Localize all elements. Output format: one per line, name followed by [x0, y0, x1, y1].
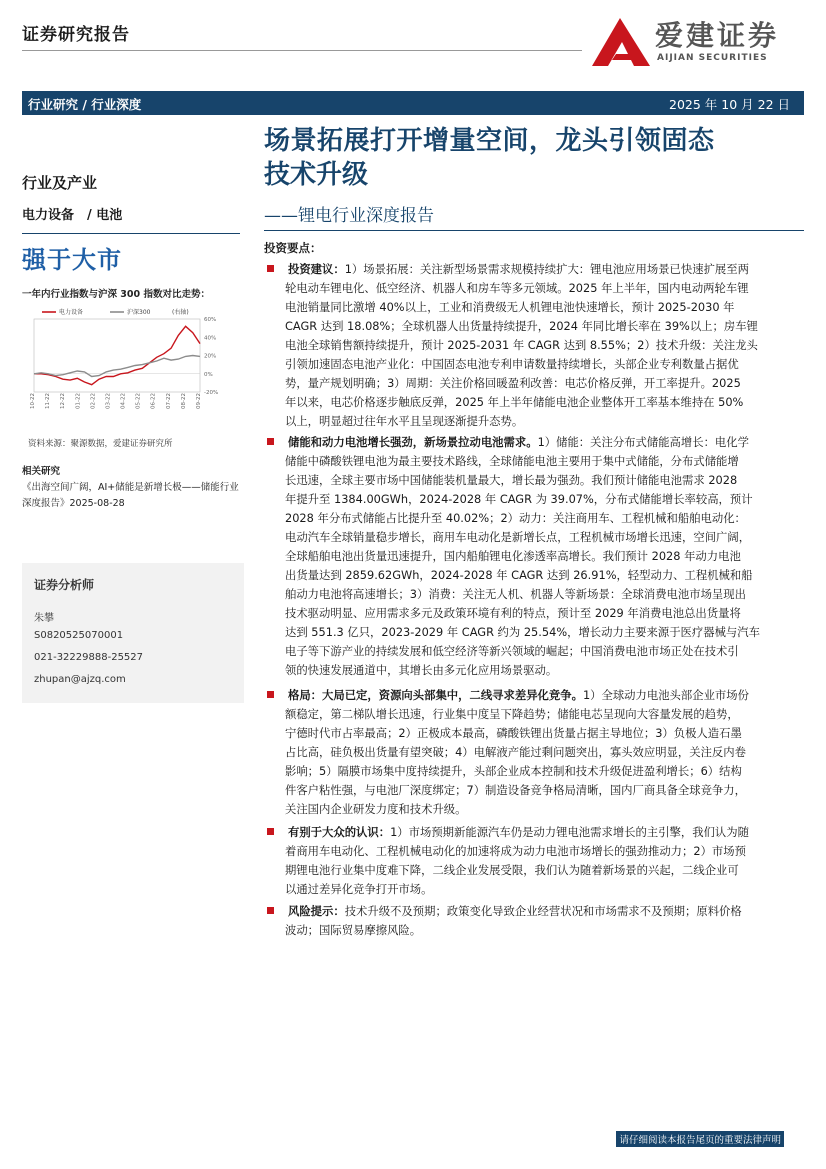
legal-disclaimer-notice: 请仔细阅读本报告尾页的重要法律声明 [616, 1131, 784, 1147]
chart-series-line-0 [34, 326, 200, 384]
body-text-line [264, 298, 802, 317]
bullet-text: 1）场景拓展：关注新型场景需求规模持续扩大：锂电池应用场景已快速扩展至两 [344, 262, 749, 276]
legend-label-csi300: 沪深300 [127, 309, 151, 316]
bullet-text: 以上，明显超过往年水平且呈现逐渐提升态势。 [285, 414, 524, 428]
bullet-text: 件客户粘性强，与电池厂深度绑定；7）制造设备竞争格局清晰，国内厂商具备全球竞争力， [285, 783, 746, 797]
logo-chinese-name: 爱建证券 [655, 19, 780, 52]
body-text-line [264, 642, 802, 661]
bullet-block-differentiated-view [264, 823, 802, 899]
body-text-line [264, 800, 802, 819]
body-text-line [264, 412, 802, 431]
report-category: 行业研究 / 行业深度 [28, 97, 142, 112]
chart-x-tick-label: 06-22 [150, 393, 157, 409]
chart-y-tick-label: 40% [204, 335, 217, 342]
bullet-heading: 储能和动力电池增长强劲，新场景拉动电池需求。 [288, 435, 538, 449]
body-text-line [264, 528, 802, 547]
bullet-text: 出货量达到 2859.62GWh，2024-2028 年 CAGR 达到 26.91%，轻型动力、工程机械和船 [285, 568, 753, 582]
bullet-text: 技术驱动明显、应用需求多元及政策环境有利的特点，预计至 2029 年消费电池总出货量将 [285, 606, 741, 620]
legend-label-right-axis: (右轴) [172, 309, 189, 316]
chart-y-tick-label: 60% [204, 317, 217, 323]
body-text-line [264, 509, 802, 528]
bullet-text: 占比高，硅负极出货量有望突破；4）电解液产能过剩问题突出，寡头效应明显，关注反内卷 [285, 745, 746, 759]
industry-subcategory: 电力设备 / 电池 [22, 208, 123, 223]
analyst-license-id: S0820525070001 [34, 630, 124, 641]
investment-rating: 强于大市 [22, 246, 122, 274]
body-text-line [264, 861, 802, 880]
body-text-line [264, 623, 802, 642]
analyst-heading: 证券分析师 [34, 578, 95, 592]
report-type-label: 证券研究报告 [22, 25, 130, 45]
bullet-text: 1）储能：关注分布式储能高增长：电化学 [537, 435, 749, 449]
bullet-heading: 投资建议： [288, 262, 345, 276]
bullet-text: 年提升至 1384.00GWh，2024-2028 年 CAGR 为 39.07%，分布式储能增长率较高，预计 [285, 492, 753, 506]
chart-title: 一年内行业指数与沪深 300 指数对比走势： [22, 289, 210, 300]
chart-y-tick-label: 20% [204, 353, 217, 360]
bullet-text: 年以来，电芯价格逐步触底反弹，2025 年上半年储能电池企业整体开工率基本维持在 50% [285, 395, 744, 409]
bullet-text: 电子等下游产业的持续发展和低空经济等新兴领域的崛起；中国消费电池市场正处在技术引 [285, 644, 739, 658]
body-text-line [264, 490, 802, 509]
bullet-text: 技术升级不及预期；政策变化导致企业经营状况和市场需求不及预期；原料价格 [344, 904, 742, 918]
body-text-line [264, 393, 802, 412]
body-text-line [264, 902, 802, 921]
bullet-text: 长迅速，全球主要市场中国储能装机量最大，增长最为强劲。我们预计储能电池需求 2028 [285, 473, 738, 487]
body-text-line [264, 743, 802, 762]
bullet-heading: 格局：大局已定，资源向头部集中，二线寻求差异化竞争。 [288, 688, 583, 702]
rating-divider [22, 233, 240, 234]
bullet-text: CAGR 达到 18.08%；全球机器人出货量持续提升，2024 年同比增长率在 39%以上；房车锂 [285, 319, 758, 333]
bullet-text: 舶动力电池将高速增长；3）消费：关注无人机、机器人等新场景：全球消费电池市场呈现出 [285, 587, 746, 601]
bullet-block-investment-advice [264, 260, 802, 431]
chart-series-line-1 [34, 356, 200, 377]
report-date: 2025 年 10 月 22 日 [669, 97, 790, 112]
bullet-text: 引领加速固态电池产业化：中国固态电池专利申请数量持续增长，头部企业专利数量占据优 [285, 357, 739, 371]
bullet-text: 电池全球销售额持续提升，预计 2025-2031 年 CAGR 达到 8.55%；2）技术升级：关注龙头 [285, 338, 758, 352]
chart-x-tick-label: 04-22 [120, 393, 127, 409]
report-subtitle: ——锂电行业深度报告 [264, 206, 434, 226]
bullet-text: 全球船舶电池出货量迅速提升，国内船舶锂电化渗透率高增长。我们预计 2028 年动力电池 [285, 549, 741, 563]
body-text-line [264, 604, 802, 623]
bullet-text: 关注国内企业研发力度和技术升级。 [285, 802, 467, 816]
body-text-line [264, 471, 802, 490]
chart-series [34, 326, 200, 384]
bullet-text: 电池销量同比激增 40%以上，工业和消费级无人机锂电池快速增长，预计 2025-2030 年 [285, 300, 735, 314]
bullet-text: 轮电动车锂电化、低空经济、机器人和房车等多元领域。2025 年上半年，国内电动两轮车锂 [285, 281, 749, 295]
bullet-text: 着商用车电动化、工程机械电动化的加速将成为动力电池市场增长的强劲推动力；2）市场预 [285, 844, 746, 858]
body-text-line [264, 585, 802, 604]
body-text-line [264, 336, 802, 355]
chart-x-tick-label: 02-22 [90, 393, 97, 409]
chart-x-tick-label: 03-22 [105, 393, 112, 409]
bullet-text: 额稳定，第二梯队增长迅速，行业集中度呈下降趋势；储能电芯呈现向大容量发展的趋势， [285, 707, 739, 721]
bullet-text: 2028 年分布式储能占比提升至 40.02%；2）动力：关注商用车、工程机械和船舶电动化： [285, 511, 746, 525]
body-text-line [264, 724, 802, 743]
industry-label: 行业及产业 [22, 174, 98, 192]
bullet-text: 影响；5）隔膜市场集中度持续提升，头部企业成本控制和技术升级促进盈利增长；6）结构 [285, 764, 742, 778]
body-text-line [264, 279, 802, 298]
body-text-line [264, 880, 802, 899]
chart-x-tick-label: 01-22 [75, 393, 82, 409]
related-research-heading: 相关研究 [22, 466, 61, 477]
report-title-line-2: 技术升级 [264, 160, 369, 190]
body-text-line [264, 705, 802, 724]
analyst-name: 朱攀 [34, 613, 54, 624]
chart-y-tick-label: -20% [204, 390, 219, 396]
bullet-text: 储能中磷酸铁锂电池为最主要技术路线，全球储能电池主要用于集中式储能，分布式储能增 [285, 454, 739, 468]
bullet-text: 期锂电池行业集中度难下降，二线企业发展受限，我们认为随着新场景的兴起，二线企业可 [285, 863, 739, 877]
index-comparison-chart [22, 304, 244, 422]
body-text-line [264, 781, 802, 800]
legend-label-industry: 电力设备 [59, 309, 84, 316]
bullet-text: 领的快速发展通道中，其增长由多元化应用场景驱动。 [285, 663, 558, 677]
chart-x-tick-label: 09-22 [196, 393, 202, 409]
chart-legend [42, 308, 189, 316]
bullet-text: 势，量产规划明确；3）周期：关注价格回暖盈利改善：电芯价格反弹，开工率提升。2025 [285, 376, 741, 390]
bullet-heading: 有别于大众的认识： [288, 825, 391, 839]
body-text-line [264, 921, 802, 940]
bullet-text: 电动汽车全球销量稳步增长，商用车电动化是新增长点，工程机械市场增长迅速，空间广阔， [285, 530, 751, 544]
bullet-heading: 风险提示： [288, 904, 345, 918]
chart-plot-frame [34, 319, 200, 392]
body-text-line [264, 547, 802, 566]
body-text-line [264, 762, 802, 781]
chart-grid [34, 319, 200, 392]
body-text-line [264, 823, 802, 842]
chart-y-tick-label: 0% [204, 371, 213, 378]
body-text-line [264, 260, 802, 279]
chart-source: 资料来源：聚源数据，爱建证券研究所 [28, 439, 173, 449]
logo-english-name: AIJIAN SECURITIES [657, 53, 768, 63]
analyst-email[interactable]: zhupan@ajzq.com [34, 674, 126, 685]
chart-x-tick-label: 11-22 [45, 393, 52, 409]
chart-x-tick-label: 10-22 [30, 393, 36, 409]
body-text-line [264, 452, 802, 471]
header-divider [22, 50, 582, 51]
body-text-line [264, 842, 802, 861]
analyst-phone: 021-32229888-25527 [34, 652, 144, 663]
body-text-line [264, 374, 802, 393]
body-text-line [264, 686, 802, 705]
chart-x-tick-label: 05-22 [135, 393, 142, 409]
bullet-text: 1）市场预期新能源汽车仍是动力锂电池需求增长的主引擎，我们认为随 [390, 825, 749, 839]
body-text-line [264, 566, 802, 585]
body-text-line [264, 355, 802, 374]
bullet-text: 宁德时代市占率最高；2）正极成本最高，磷酸铁锂出货量占据主导地位；3）负极人造石墨 [285, 726, 742, 740]
related-research-link[interactable]: 《出海空间广阔，AI+储能是新增长极——储能行业深度报告》2025-08-28 [22, 482, 239, 509]
bullet-text: 以通过差异化竞争打开市场。 [285, 882, 433, 896]
bullet-block-risk [264, 902, 802, 940]
body-text-line [264, 433, 802, 452]
bullet-text: 达到 551.3 亿只，2023-2029 年 CAGR 约为 25.54%，增长动力主要来源于医疗器械与汽车 [285, 625, 760, 639]
chart-x-tick-label: 12-22 [60, 393, 67, 409]
bullet-text: 波动；国际贸易摩擦风险。 [285, 923, 422, 937]
bullet-block-demand [264, 433, 802, 680]
chart-x-tick-label: 07-22 [165, 393, 172, 409]
bullet-text: 1）全球动力电池头部企业市场份 [582, 688, 749, 702]
investment-highlights-heading: 投资要点： [264, 241, 322, 255]
body-text-line [264, 317, 802, 336]
chart-x-tick-label: 08-22 [180, 393, 187, 409]
body-text-line [264, 661, 802, 680]
title-divider [264, 230, 804, 231]
report-title-line-1: 场景拓展打开增量空间，龙头引领固态 [264, 126, 715, 156]
bullet-block-landscape [264, 686, 802, 819]
